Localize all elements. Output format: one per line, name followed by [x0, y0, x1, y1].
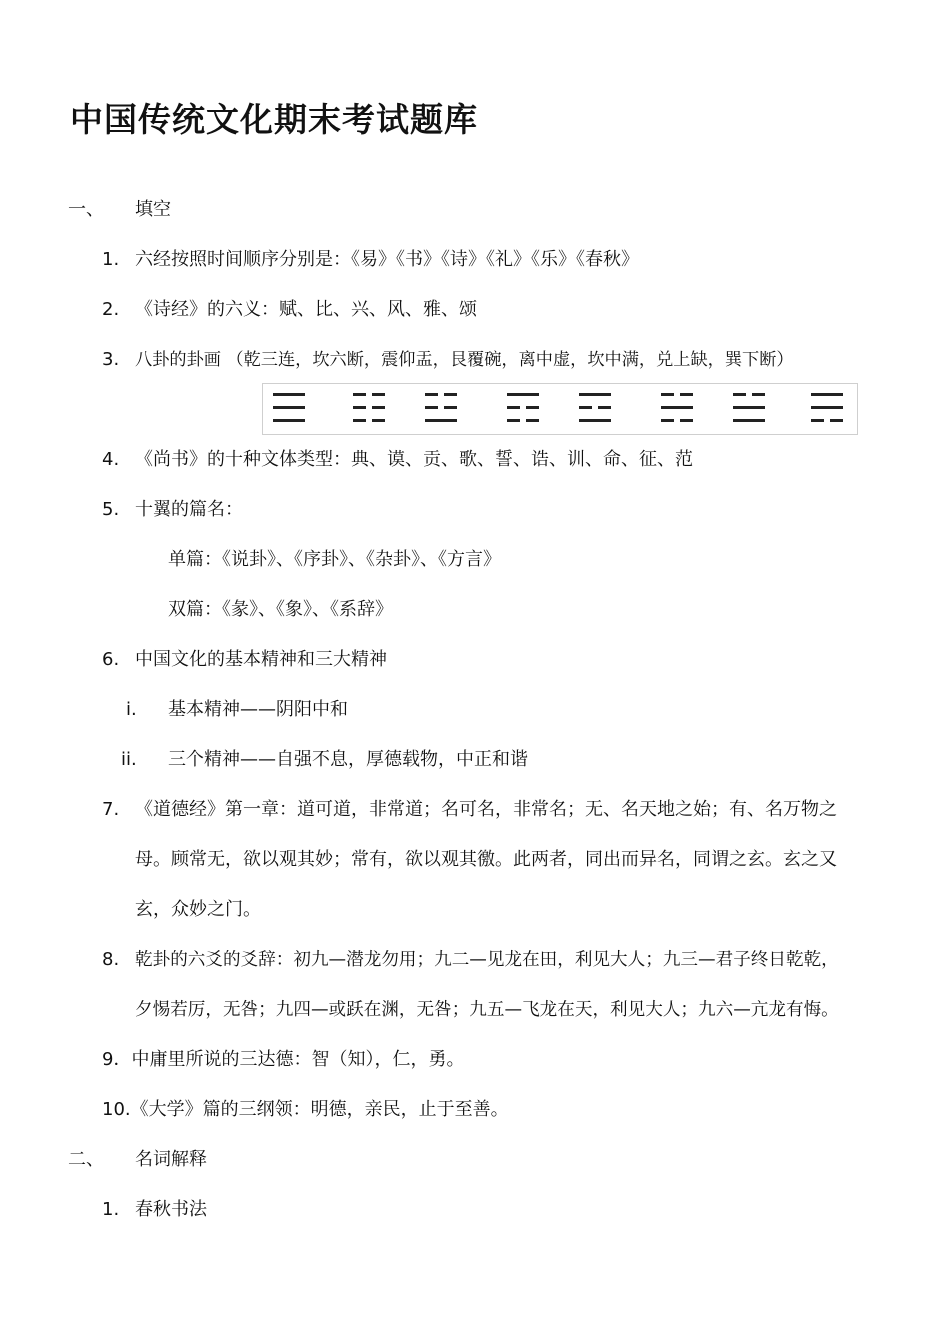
trigram-yang-line — [273, 393, 305, 396]
item-number: 2. — [102, 299, 120, 320]
section-label: 名词解释 — [135, 1149, 207, 1170]
section-number: 一、 — [68, 199, 104, 220]
trigram-yin-line — [372, 393, 385, 396]
trigram-yang-line — [661, 406, 693, 409]
sub-item-single: 单篇：《说卦》、《序卦》、《杂卦》、《方言》 — [168, 549, 501, 570]
trigram-yin-line — [372, 419, 385, 422]
trigram-symbol — [353, 389, 385, 427]
trigram-yin-line — [811, 419, 824, 422]
trigram-symbol — [425, 389, 457, 427]
item-number: 7. — [102, 799, 120, 820]
item-text: 《诗经》的六义：赋、比、兴、风、雅、颂 — [135, 299, 477, 320]
item-text: 六经按照时间顺序分别是：《易》《书》《诗》《礼》《乐》《春秋》 — [135, 249, 639, 270]
section-number: 二、 — [68, 1149, 104, 1170]
trigram-symbol — [811, 389, 843, 427]
item-text-continued: 玄，众妙之门。 — [135, 899, 261, 920]
item-text: 八卦的卦画 （乾三连，坎六断，震仰盂，艮覆碗，离中虚，坎中满，兑上缺，巽下断） — [135, 350, 794, 370]
item-number: 6. — [102, 649, 120, 670]
trigram-yang-line — [733, 419, 765, 422]
item-number: 8. — [102, 949, 120, 970]
sub-item-number: ii. — [121, 749, 137, 770]
trigram-yin-line — [353, 406, 366, 409]
trigram-yin-line — [680, 419, 693, 422]
item-number: 1. — [102, 249, 120, 270]
trigram-yin-line — [752, 393, 765, 396]
trigram-yin-line — [661, 393, 674, 396]
trigram-yin-line — [353, 393, 366, 396]
item-number: 4. — [102, 449, 120, 470]
trigram-yin-line — [526, 406, 539, 409]
trigram-yang-line — [507, 393, 539, 396]
item-number: 1. — [102, 1199, 120, 1220]
trigram-yang-line — [579, 393, 611, 396]
trigram-yin-line — [372, 406, 385, 409]
trigram-yang-line — [579, 419, 611, 422]
trigram-yin-line — [680, 393, 693, 396]
trigram-figure — [262, 383, 858, 435]
item-text-continued: 夕惕若厉，无咎；九四—或跃在渊，无咎；九五—飞龙在天，利见大人；九六—亢龙有悔。 — [135, 1000, 839, 1020]
trigram-symbol — [507, 389, 539, 427]
item-text: 十翼的篇名： — [135, 499, 243, 520]
trigram-symbol — [733, 389, 765, 427]
trigram-yin-line — [733, 393, 746, 396]
item-number: 5. — [102, 499, 120, 520]
trigram-yin-line — [425, 406, 438, 409]
trigram-symbol — [273, 389, 305, 427]
trigram-yin-line — [507, 406, 520, 409]
item-text: 春秋书法 — [135, 1199, 207, 1220]
trigram-yin-line — [579, 406, 592, 409]
item-text: 乾卦的六爻的爻辞：初九—潜龙勿用；九二—见龙在田，利见大人；九三—君子终日乾乾， — [135, 950, 839, 970]
trigram-yin-line — [830, 419, 843, 422]
page-title: 中国传统文化期末考试题库 — [70, 100, 478, 139]
trigram-yang-line — [273, 419, 305, 422]
item-text: 《尚书》的十种文体类型：典、谟、贡、歌、誓、诰、训、命、征、范 — [135, 449, 693, 470]
trigram-yang-line — [425, 419, 457, 422]
list-item: 9．中庸里所说的三达德：智（知），仁，勇。 — [102, 1049, 465, 1070]
trigram-symbol — [661, 389, 693, 427]
trigram-yin-line — [661, 419, 674, 422]
trigram-yin-line — [353, 419, 366, 422]
trigram-yin-line — [598, 406, 611, 409]
list-item: 10.《大学》篇的三纲领：明德，亲民，止于至善。 — [102, 1099, 509, 1120]
trigram-yin-line — [425, 393, 438, 396]
item-text-continued: 母。顾常无，欲以观其妙；常有，欲以观其徼。此两者，同出而异名，同谓之玄。玄之又 — [135, 849, 837, 870]
item-text: 中国文化的基本精神和三大精神 — [135, 649, 387, 670]
trigram-yin-line — [507, 419, 520, 422]
trigram-yang-line — [811, 393, 843, 396]
trigram-yin-line — [444, 406, 457, 409]
sub-item-number: i. — [126, 699, 137, 720]
trigram-yang-line — [733, 406, 765, 409]
item-number: 3. — [102, 349, 120, 370]
item-text: 《道德经》第一章：道可道，非常道；名可名，非常名；无、名天地之始；有、名万物之 — [135, 799, 837, 820]
sub-item-double: 双篇：《彖》、《象》、《系辞》 — [168, 599, 393, 620]
trigram-yang-line — [273, 406, 305, 409]
section-label: 填空 — [135, 199, 171, 220]
trigram-symbol — [579, 389, 611, 427]
trigram-yin-line — [444, 393, 457, 396]
trigram-yin-line — [526, 419, 539, 422]
trigram-yang-line — [811, 406, 843, 409]
sub-item-text: 基本精神——阴阳中和 — [168, 699, 348, 720]
sub-item-text: 三个精神——自强不息，厚德载物，中正和谐 — [168, 749, 528, 770]
